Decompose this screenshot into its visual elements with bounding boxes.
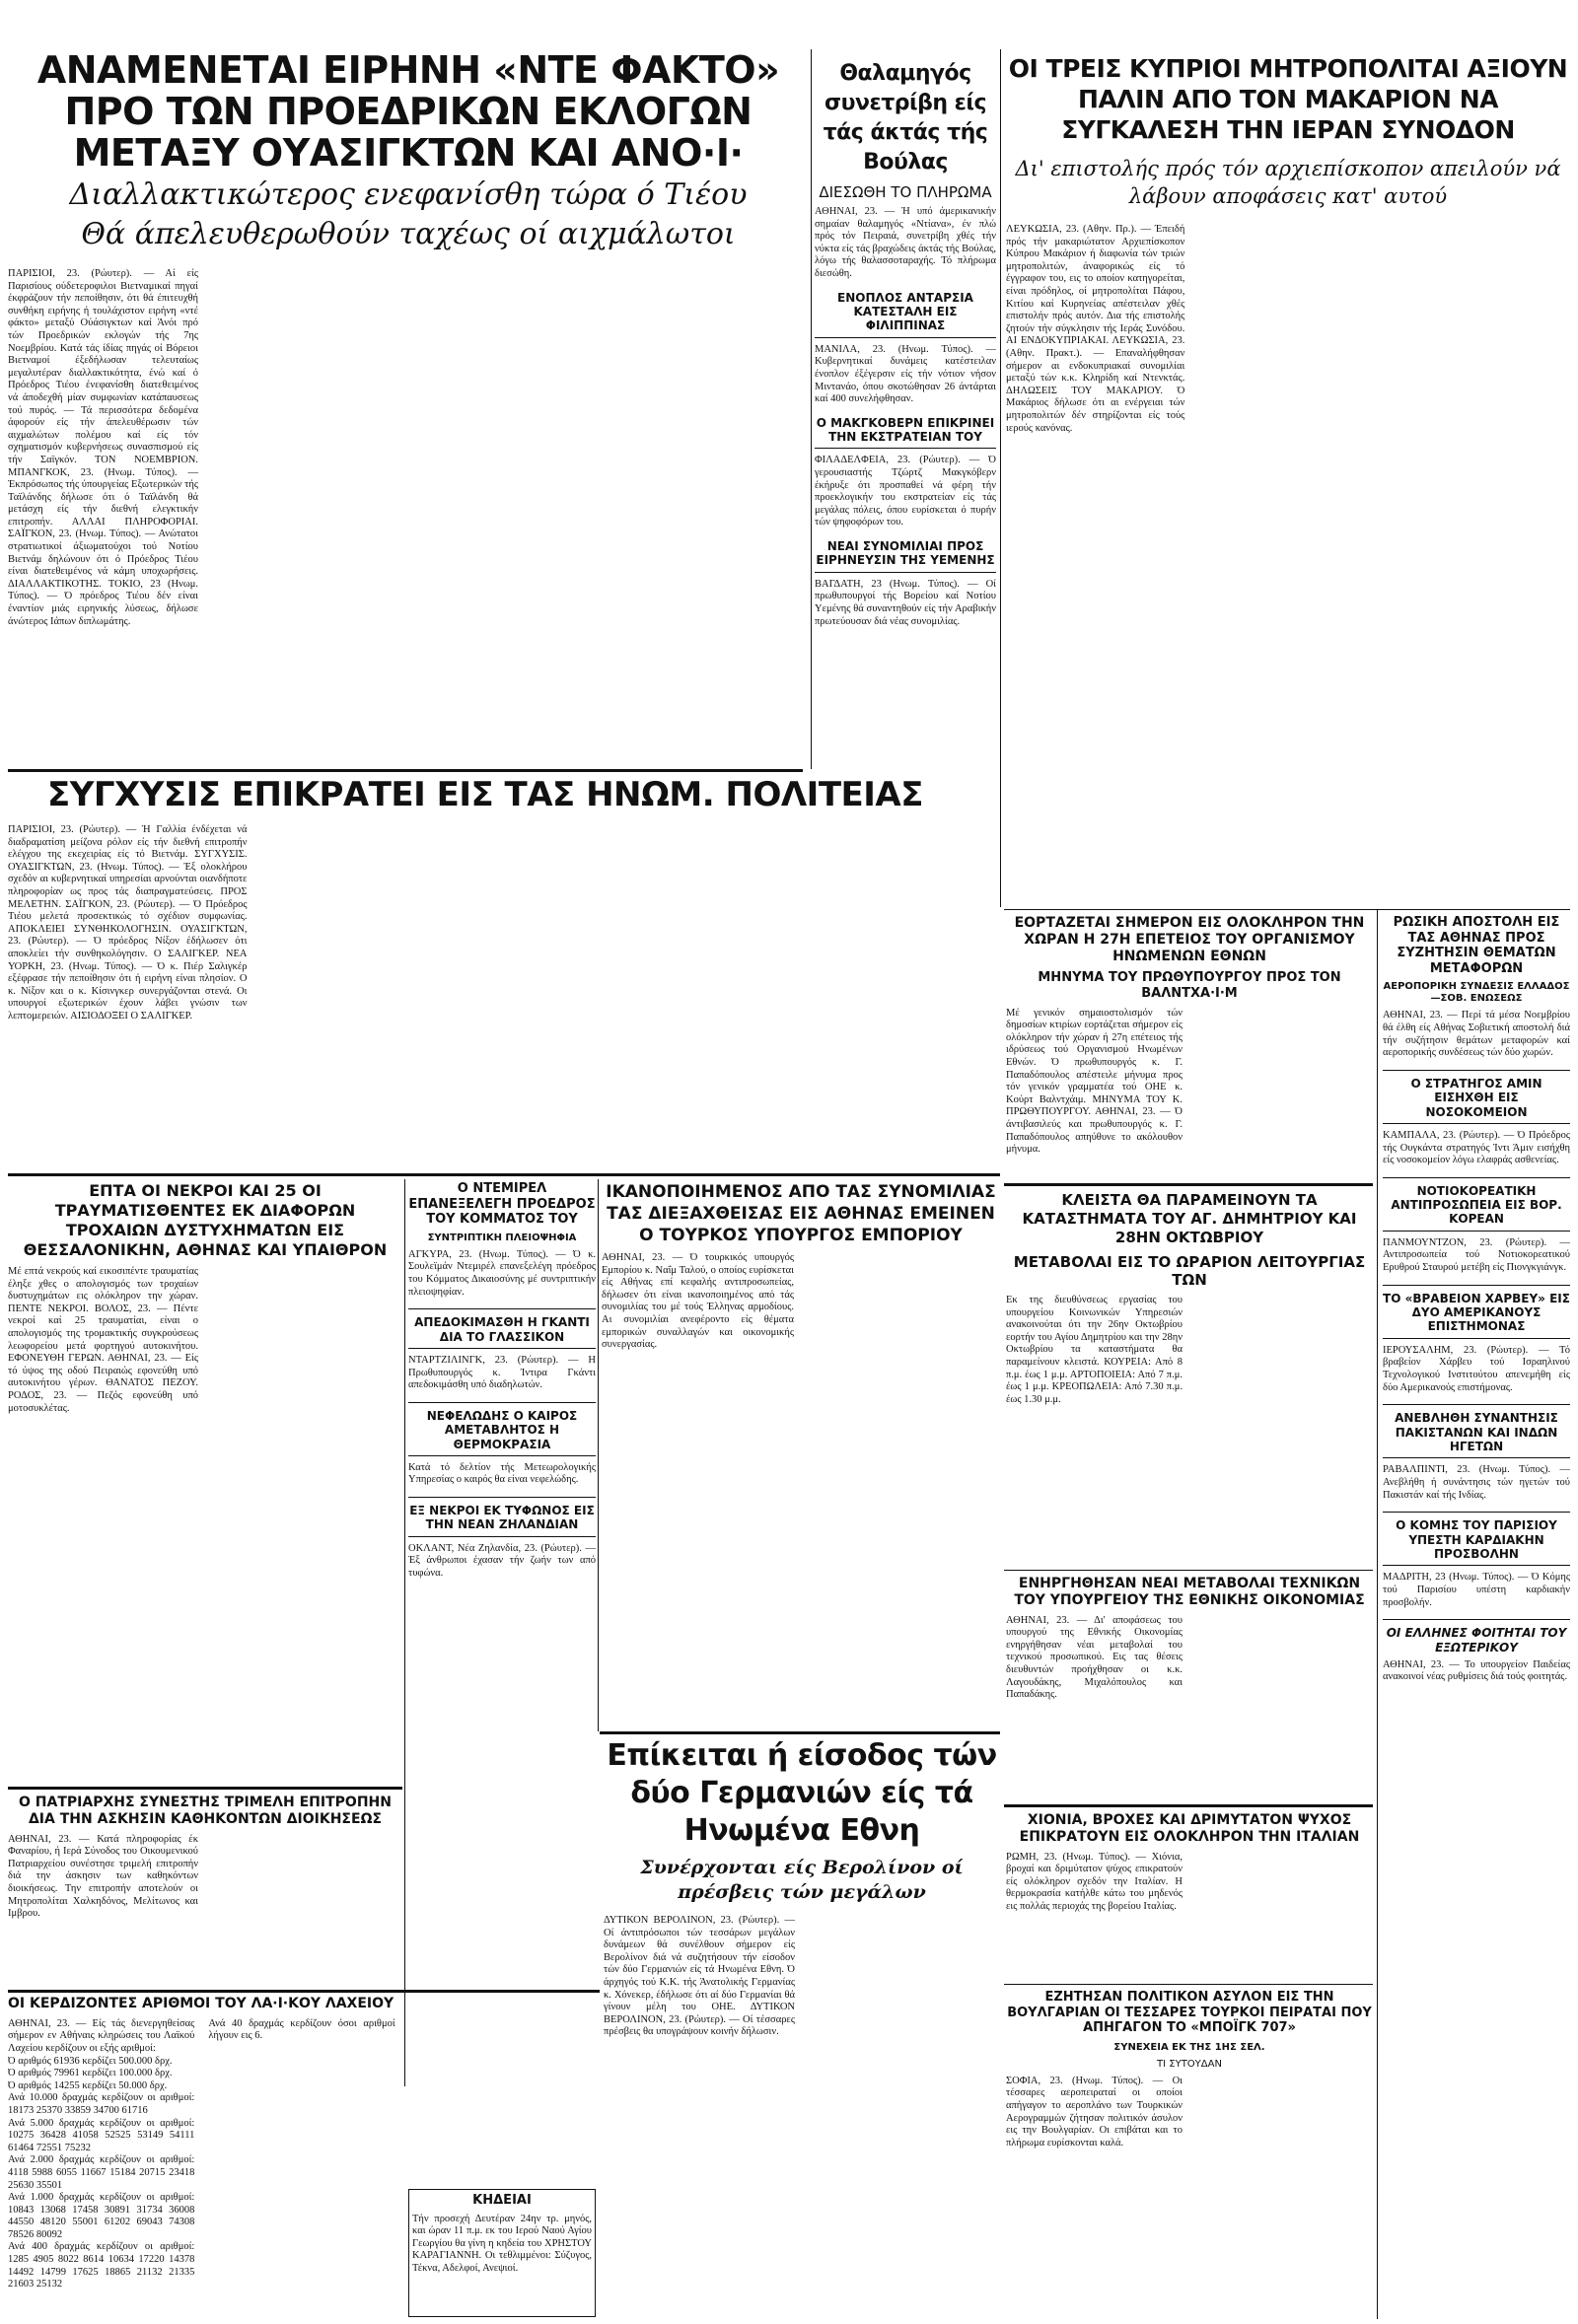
divider: [8, 1173, 1000, 1176]
confusion-headline: ΣΥΓΧΥΣΙΣ ΕΠΙΚΡΑΤΕΙ ΕΙΣ ΤΑΣ ΗΝΩΜ. ΠΟΛΙΤΕΙΑΣ: [47, 775, 923, 814]
count-headline: Ο ΚΟΜΗΣ ΤΟΥ ΠΑΡΙΣΙΟΥ ΥΠΕΣΤΗ ΚΑΡΔΙΑΚΗΝ ΠΡΟΣΒΟΛΗΝ: [1383, 1512, 1570, 1566]
pakistan-body: ΡΑΒΑΛΠΙΝΤΙ, 23. (Ηνωμ. Τύπος). — Ανεβλήθη ή συνάντησις τών ηγετών τού Πακιστάν καί τής Ινδίας.: [1383, 1464, 1570, 1501]
accidents-headline: ΕΠΤΑ ΟΙ ΝΕΚΡΟΙ ΚΑΙ 25 ΟΙ ΤΡΑΥΜΑΤΙΣΘΕΝΤΕΣ ΕΚ ΔΙΑΦΟΡΩΝ ΤΡΟΧΑΙΩΝ ΔΥΣΤΥΧΗΜΑΤΩΝ ΕΙΣ ΘΕΣΣΑΛΟΝΙΚΗΝ, ΑΘΗΝΑΣ ΚΑΙ ΥΠΑΙΘΡΟΝ: [23, 1181, 388, 1259]
yacht-body: ΑΘΗΝΑΙ, 23. — Ή υπό άμερικανικήν σημαίαν θαλαμηγός «Ντίανα», έν πλώ πρός τόν Πειραιά, συνετρίβη χθές τήν νύκτα είς τάς βραχώδεις άκτάς τής Βούλας, λόγω τής θαλασσοταραχής. Τό πλήρωμα διεσώθη.: [815, 206, 996, 279]
divider: [404, 1179, 405, 2086]
yemen-headline: ΝΕΑΙ ΣΥΝΟΜΙΛΙΑΙ ΠΡΟΣ ΕΙΡΗΝΕΥΣΙΝ ΤΗΣ ΥΕΜΕΝΗΣ: [815, 539, 996, 573]
typhoon-headline: ΕΞ ΝΕΚΡΟΙ ΕΚ ΤΥΦΩΝΟΣ ΕΙΣ ΤΗΝ ΝΕΑΝ ΖΗΛΑΝΔΙΑΝ: [408, 1497, 596, 1537]
students-body: ΑΘΗΝΑΙ, 23. — Το υπουργείον Παιδείας ανακοινοί νέας ρυθμίσεις διά τούς φοιτητάς.: [1383, 1658, 1570, 1683]
bulgaria-headline: ΕΖΗΤΗΣΑΝ ΠΟΛΙΤΙΚΟΝ ΑΣΥΛΟΝ ΕΙΣ ΤΗΝ ΒΟΥΛΓΑΡΙΑΝ ΟΙ ΤΕΣΣΑΡΕΣ ΤΟΥΡΚΟΙ ΠΕΙΡΑΤΑΙ ΠΟΥ ΑΠΗΓΑΓΟΝ ΤΟ «ΜΠΟΪΓΚ 707»: [1007, 1990, 1372, 2036]
lottery-row: Ανά 10.000 δραχμάς κερδίζουν οι αριθμοί: 18173 25370 33859 34700 61716: [8, 2092, 195, 2116]
lottery-row: Ό αριθμός 14255 κερδίζει 50.000 δρχ.: [8, 2079, 168, 2091]
cyprus-sub: Δι' επιστολής πρός τόν αρχιεπίσκοπον απειλούν νά λάβουν αποφάσεις κατ' αυτού: [1015, 157, 1561, 208]
typhoon-body: ΟΚΛΑΝΤ, Νέα Ζηλανδία, 23. (Ρώυτερ). — Έξ άνθρωποι έχασαν τήν ζωήν των από τυφώνα.: [408, 1542, 596, 1580]
lead-sub1: Διαλλακτικώτερος ενεφανίσθη τώρα ό Τιέου: [69, 177, 748, 212]
shops-sub: ΜΕΤΑΒΟΛΑΙ ΕΙΣ ΤΟ ΩΡΑΡΙΟΝ ΛΕΙΤΟΥΡΓΙΑΣ ΤΩΝ: [1013, 1253, 1366, 1289]
un-article: [1006, 915, 1373, 1183]
funeral-body: Τήν προσεχή Δευτέραν 24ην τρ. μηνός, και ώραν 11 π.μ. εκ του Ιερού Ναού Αγίου Γεωργίου θα γίνη η κηδεία του ΧΡΗΣΤΟΥ ΚΑΡΑΓΙΑΝΝΗ. Οι τεθλιμμένοι: Σύζυγος, Τέκνα, Αδελφοί, Ανεψιοί.: [412, 2213, 592, 2274]
divider: [811, 49, 812, 769]
weather-body: Κατά τό δελτίον τής Μετεωρολογικής Υπηρεσίας ο καιρός θα είναι νεφελώδης.: [408, 1461, 596, 1486]
cyprus-body: ΛΕΥΚΩΣΙΑ, 23. (Αθην. Πρ.). — Έπειδή πρός τήν μακαριώτατον Αρχιεπίσκοπον Κύπρου Μακάριον ή διαφωνία τών τριών μητροπολιτών, άναφορικώς είς τό έγγραφον του, εις το οποίον κατηγορείται, είναι πρόδηλος, οί μητροπολίται Πάφου, Κιτίου καί Κυρηνείας απέστειλαν χθές επιστολήν πρός αυτόν. Δια τής επιστολής ζητούν τήν σύγκλησιν τής Ιεράς Συνόδου. ΑΙ ΕΝΔΟΚΥΠΡΙΑΚΑΙ. ΛΕΥΚΩΣΙΑ, 23. (Αθην. Πρακτ.). — Επαναλήφθησαν σήμερον αι ενδοκυπριακαί συνομιλίαι μεταξύ τών κ.κ. Κληρίδη καί Ντενκτάς. ΔΗΛΩΣΕΙΣ ΤΟΥ ΜΑΚΑΡΙΟΥ. Ό Μακάριος δήλωσε ότι αι ενέργειαι τών μητροπολιτών δέν στηρίζονται είς τούς ιερούς κανόνας.: [1006, 224, 1185, 434]
divider: [1004, 909, 1570, 910]
confusion-article: [8, 775, 1000, 1171]
ministry-body: ΑΘΗΝΑΙ, 23. — Δι' αποφάσεως του υπουργού της Εθνικής Οικονομίας ενηργήθησαν νέαι μεταβολαί του τεχνικού προσωπικού. Εις τας θέσεις διευθυντών προήχθησαν οι κ.κ. Λαγουδάκης, Μιχαλόπουλος και Παπαδάκης.: [1006, 1614, 1183, 1701]
divider: [1004, 1804, 1373, 1807]
lottery-row: Ό αριθμός 79961 κερδίζει 100.000 δρχ.: [8, 2068, 173, 2079]
accidents-body: Μέ επτά νεκρούς καί εικοσιπέντε τραυματίας έληξε χθες ο απολογισμός των τροχαίων δυστυχημάτων εις ολόκληρον την χώραν. ΠΕΝΤΕ ΝΕΚΡΟΙ. ΒΟΛΟΣ, 23. — Πέντε νεκροί καί 25 τραυματίαι, είναι ο απολογισμός της τρομακτικής συγκρούσεως λεωφορείου μετά φορτηγού αυτοκινήτου. ΕΦΟΝΕΥΘΗ ΓΕΡΩΝ. ΑΘΗΝΑΙ, 23. — Είς τό ύψος της οδού Πειραιώς εφονεύθη υπό αυτοκινήτου γέρων. ΘΑΝΑΤΟΣ ΠΕΖΟΥ. ΡΟΔΟΣ, 23. — Πεζός εφονεύθη υπό μοτοσυκλέτας.: [8, 1266, 198, 1414]
divider: [1000, 49, 1001, 907]
amin-body: ΚΑΜΠΑΛΑ, 23. (Ρώυτερ). — Ό Πρόεδρος τής Ουγκάντα στρατηγός Ίντι Άμιν εισήχθη είς νοσοκομείον λόγω ελαφράς ασθενείας.: [1383, 1129, 1570, 1166]
funeral-heading: ΚΗΔΕΙΑΙ: [472, 2193, 532, 2208]
lottery-row: Ανά 5.000 δραχμάς κερδίζουν οι αριθμοί: 10275 36428 41058 52525 53149 54111 61464 72551 75232: [8, 2117, 195, 2153]
un-body: Μέ γενικόν σημαιοστολισμόν τών δημοσίων κτιρίων εορτάζεται σήμερον είς ολόκληρον τήν χώραν ή 27η επέτειος τής ιδρύσεως τού Οργανισμού Ηνωμένων Εθνών. Ό πρωθυπουργός κ. Γ. Παπαδόπουλος απέστειλε μήνυμα προς τόν γενικόν γραμματέα τού ΟΗΕ κ. Κούρτ Βαλντχάιμ. ΜΗΝΥΜΑ ΤΟΥ Κ. ΠΡΩΘΥΠΟΥΡΓΟΥ. ΑΘΗΝΑΙ, 23. — Ό άντιβασιλεύς και πρωθυπουργός κ. Γ. Παπαδόπουλος απηύθυνε το ακόλουθον μήνυμα.: [1006, 1007, 1183, 1156]
demirel-headline: Ο ΝΤΕΜΙΡΕΛ ΕΠΑΝΕΞΕΛΕΓΗ ΠΡΟΕΔΡΟΣ ΤΟΥ ΚΟΜΜΑΤΟΣ ΤΟΥ: [408, 1181, 596, 1228]
rebellion-body: ΜΑΝΙΛΑ, 23. (Ηνωμ. Τύπος). — Κυβερνητικαί δυνάμεις κατέστειλαν ένοπλον έξέγερσιν είς τήν νότιον νήσον Μιντανάο, όπου σκοτώθησαν 26 άντάρται καί 400 συνελήφθησαν.: [815, 343, 996, 405]
divider: [8, 769, 803, 772]
ministry-article: [1006, 1576, 1373, 1802]
lottery-row: Ανά 400 δραχμάς κερδίζουν οι αριθμοί: 1285 4905 8022 8614 10634 17220 14378 14492 14799 17625 18865 21132 21335 21603 25132: [8, 2241, 195, 2290]
patriarch-article: [8, 1795, 402, 1988]
shops-body: Εκ της διευθύνσεως εργασίας του υπουργείου Κοινωνικών Υπηρεσιών ανακοινούται ότι την 26ην Οκτωβρίου εορτήν του Αγίου Δημητρίου και την 28ην Οκτωβρίου τα καταστήματα θα παραμείνουν κλειστά. ΚΟΥΡΕΙΑ: Από 8 π.μ. έως 1 μ.μ. ΑΡΤΟΠΟΙΕΙΑ: Από 7 π.μ. έως 1 μ.μ. ΚΡΕΟΠΩΛΕΙΑ: Από 7.30 π.μ. έως 1.30 μ.μ.: [1006, 1295, 1183, 1405]
korea-headline: ΝΟΤΙΟΚΟΡΕΑΤΙΚΗ ΑΝΤΙΠΡΟΣΩΠΕΙΑ ΕΙΣ ΒΟΡ. ΚΟΡΕΑΝ: [1383, 1177, 1570, 1232]
divider: [8, 1990, 600, 1993]
lottery-row: Ανά 2.000 δραχμάς κερδίζουν οι αριθμοί: 4118 5988 6055 11667 15184 20715 23418 25630 35501: [8, 2154, 195, 2191]
bulgaria-sub: ΤΙ ΣΥΤΟΥΔΑΝ: [1157, 2058, 1222, 2070]
lottery-row: Ανά 40 δραχμάς κερδίζουν όσοι αριθμοί λήγουν εις 6.: [208, 2017, 395, 2042]
divider: [1004, 1570, 1373, 1571]
funeral-notice: [408, 2189, 596, 2317]
turkish-headline: ΙΚΑΝΟΠΟΙΗΜΕΝΟΣ ΑΠΟ ΤΑΣ ΣΥΝΟΜΙΛΙΑΣ ΤΑΣ ΔΙΕΞΑΧΘΕΙΣΑΣ ΕΙΣ ΑΘΗΝΑΣ ΕΜΕΙΝΕΝ Ο ΤΟΥΡΚΟΣ ΥΠΟΥΡΓΟΣ ΕΜΠΟΡΙΟΥ: [606, 1182, 996, 1245]
lead-body: ΠΑΡΙΣΙΟΙ, 23. (Ρώυτερ). — Αί είς Παρισίους ούδετεροφιλοι Βιετναμικαί πηγαί έκφράζουν τήν πεποίθησιν, ότι θά έπιτευχθή συνθήκη ειρήνης ή τουλάχιστον ειρήνη «ντέ φάκτο» μεταξύ Ούάσιγκτων καί Άνόι πρό τών Προεδρικών εκλογών τής 7ης Νοεμβρίου. Κατά τάς ίδίας πηγάς οί Βόρειοι Βιετναμοί έξεδήλωσαν τελευταίως μεγαλυτέραν διαλλακτικότητα, ένώ καί ό Πρόεδρος Τιέου ένεφανίσθη διατεθειμένος νά άποδεχθή μίαν συμφωνίαν κατάπαυσεως τού πυρός. — Τά περισσότερα δεδομένα άφορούν είς τήν άπελευθέρωσιν τών αιχμαλώτων πολέμου καί είς τόν σχηματισμόν κυβερνήσεως συνασπισμού είς τήν Σαϊγκόν. ΤΟΝ ΝΟΕΜΒΡΙΟΝ. ΜΠΑΝΓΚΟΚ, 23. (Ηνωμ. Τύπος). — Έκπρόσωπος τής ύπουργείας Εξωτερικών τής Ταϊλάνδης δήλωσε ότι ό Ταϊλάνδη θά μετάσχη είς τήν διεθνή ελεγκτικήν επιτροπήν. ΑΛΛΑΙ ΠΛΗΡΟΦΟΡΙΑΙ. ΣΑΪΓΚΟΝ, 23. (Ηνωμ. Τύπος). — Ανώτατοι στρατιωτικοί άξιωματούχοι τού Νοτίου Βιετνάμ δηλώνουν ότι ό Πρόεδρος Τιέου είναι διατεθειμένος νά κάμη υποχωρήσεις. ΔΙΑΛΛΑΚΤΙΚΟΤΗΣ. ΤΟΚΙΟ, 23 (Ηνωμ. Τύπος). — Ό πρόεδρος Τιέου δέν είναι έναντίον μιάς ειρηνικής λύσεως, δήλωσε άνώτερος Ιάπων διπλωμάτης.: [8, 268, 198, 627]
bulgaria-article: [1006, 1990, 1373, 2319]
italy-body: ΡΩΜΗ, 23. (Ηνωμ. Τύπος). — Χιόνια, βροχαί και δριμύτατον ψύχος επικρατούν είς ολόκληρον σχεδόν την Ιταλίαν. Η θερμοκρασία κατήλθε κάτω του μηδενός εις πολλάς περιοχάς της βορείου Ιταλίας.: [1006, 1851, 1183, 1912]
russian-body: ΑΘΗΝΑΙ, 23. — Περί τά μέσα Νοεμβρίου θά έλθη είς Αθήνας Σοβιετική αποστολή διά τήν συζήτησιν θεμάτων μεταφορών καί αεροπορικής συνδέσεως τών δύο χωρών.: [1383, 1010, 1570, 1059]
italy-headline: ΧΙΟΝΙΑ, ΒΡΟΧΕΣ ΚΑΙ ΔΡΙΜΥΤΑΤΟΝ ΨΥΧΟΣ ΕΠΙΚΡΑΤΟΥΝ ΕΙΣ ΟΛΟΚΛΗΡΟΝ ΤΗΝ ΙΤΑΛΙΑΝ: [1019, 1812, 1360, 1845]
yacht-sub: ΔΙΕΣΩΘΗ ΤΟ ΠΛΗΡΩΜΑ: [819, 183, 992, 201]
weather-headline: ΝΕΦΕΛΩΔΗΣ Ο ΚΑΙΡΟΣ ΑΜΕΤΑΒΛΗΤΟΣ Η ΘΕΡΜΟΚΡΑΣΙΑ: [408, 1402, 596, 1456]
lead-subheads: [8, 176, 809, 262]
un-sub: ΜΗΝΥΜΑ ΤΟΥ ΠΡΩΘΥΠΟΥΡΓΟΥ ΠΡΟΣ ΤΟΝ ΒΑΛΝΤΧΑ·Ι·Μ: [1038, 970, 1341, 1001]
harvey-headline: ΤΟ «ΒΡΑΒΕΙΟΝ ΧΑΡΒΕΥ» ΕΙΣ ΔΥΟ ΑΜΕΡΙΚΑΝΟΥΣ ΕΠΙΣΤΗΜΟΝΑΣ: [1383, 1285, 1570, 1339]
shops-headline: ΚΛΕΙΣΤΑ ΘΑ ΠΑΡΑΜΕΙΝΟΥΝ ΤΑ ΚΑΤΑΣΤΗΜΑΤΑ ΤΟΥ ΑΓ. ΔΗΜΗΤΡΙΟΥ ΚΑΙ 28ΗΝ ΟΚΤΩΒΡΙΟΥ: [1022, 1191, 1357, 1246]
lottery-row: Ανά 1.000 δραχμάς κερδίζουν οι αριθμοί: 10843 13068 17458 30891 31734 36008 44550 48120 55001 61202 69043 74308 78526 80092: [8, 2192, 195, 2240]
divider: [1004, 1183, 1373, 1186]
divider: [600, 1731, 1000, 1734]
turkish-article: [602, 1181, 1000, 1729]
pakistan-headline: ΑΝΕΒΛΗΘΗ ΣΥΝΑΝΤΗΣΙΣ ΠΑΚΙΣΤΑΝΩΝ ΚΑΙ ΙΝΔΩΝ ΗΓΕΤΩΝ: [1383, 1404, 1570, 1458]
mcgovern-headline: Ο ΜΑΚΓΚΟΒΕΡΝ ΕΠΙΚΡΙΝΕΙ ΤΗΝ ΕΚΣΤΡΑΤΕΙΑΝ ΤΟΥ: [815, 416, 996, 450]
accidents-article: [8, 1181, 402, 1785]
italy-article: [1006, 1812, 1373, 1980]
lottery-headline: ΟΙ ΚΕΡΔΙΖΟΝΤΕΣ ΑΡΙΘΜΟΙ ΤΟΥ ΛΑ·Ι·ΚΟΥ ΛΑΧΕΙΟΥ: [8, 1996, 394, 2011]
yacht-headline: Θαλαμηγός συνετρίβη είς τάς άκτάς τής Βούλας: [823, 61, 988, 175]
students-headline: ΟΙ ΕΛΛΗΝΕΣ ΦΟΙΤΗΤΑΙ ΤΟΥ ΕΞΩΤΕΡΙΚΟΥ: [1383, 1619, 1570, 1655]
bulgaria-continued: ΣΥΝΕΧΕΙΑ ΕΚ ΤΗΣ 1ΗΣ ΣΕΛ.: [1113, 2041, 1265, 2053]
russian-sub: ΑΕΡΟΠΟΡΙΚΗ ΣΥΝΔΕΣΙΣ ΕΛΛΑΔΟΣ—ΣΟΒ. ΕΝΩΣΕΩΣ: [1383, 981, 1570, 1005]
lottery-intro: ΑΘΗΝΑΙ, 23. — Είς τάς διενεργηθείσας σήμερον εν Αθήναις κληρώσεις του Λαϊκού Λαχείου κερδίζουν οι εξής αριθμοί:: [8, 2017, 195, 2054]
divider: [8, 1787, 402, 1790]
un-headline: ΕΟΡΤΑΖΕΤΑΙ ΣΗΜΕΡΟΝ ΕΙΣ ΟΛΟΚΛΗΡΟΝ ΤΗΝ ΧΩΡΑΝ Η 27Η ΕΠΕΤΕΙΟΣ ΤΟΥ ΟΡΓΑΝΙΣΜΟΥ ΗΝΩΜΕΝΩΝ ΕΘΝΩΝ: [1014, 915, 1365, 964]
mcgovern-body: ΦΙΛΑΔΕΛΦΕΙΑ, 23. (Ρώυτερ). — Ό γερουσιαστής Τζώρτζ Μακγκόβερν έκήρυξε ότι προσπαθεί νά φέρη τήν προεκλογικήν του εκστρατείαν είς τάς μεγάλας πόλεις, όπου ευρίσκεται ό πυρήν τών ψηφοφόρων του.: [815, 455, 996, 528]
gandhi-body: ΝΤΑΡΤΖΙΛΙΝΓΚ, 23. (Ρώυτερ). — Η Πρωθυπουργός κ. Ίντιρα Γκάντι απεδοκιμάσθη υπό διαδηλωτών.: [408, 1354, 596, 1391]
divider: [1004, 1984, 1373, 1985]
turkish-body: ΑΘΗΝΑΙ, 23. — Ό τουρκικός υπουργός Εμπορίου κ. Ναΐμ Ταλού, ο οποίος ευρίσκεται είς Αθήνας επί κεφαλής αντιπροσωπείας, δήλωσεν ότι είναι ικανοποιημένος από τάς συνομιλίας του μέ τούς Έλληνας αρμοδίους. Αι συνομιλίαι ανεφέροντο είς θέματα εμπορικών συναλλαγών και οικονομικής συνεργασίας.: [602, 1252, 794, 1351]
lead-article: [8, 268, 805, 769]
lottery-row: Ό αριθμός 61936 κερδίζει 500.000 δρχ.: [8, 2055, 173, 2067]
russian-headline: ΡΩΣΙΚΗ ΑΠΟΣΤΟΛΗ ΕΙΣ ΤΑΣ ΑΘΗΝΑΣ ΠΡΟΣ ΣΥΖΗΤΗΣΙΝ ΘΕΜΑΤΩΝ ΜΕΤΑΦΟΡΩΝ: [1393, 915, 1560, 976]
bulgaria-body: ΣΟΦΙΑ, 23. (Ηνωμ. Τύπος). — Οι τέσσαρες αεροπειραταί οι οποίοι απήγαγον το αεροπλάνο των Τουρκικών Αερογραμμών ζήτησαν πολιτικόν άσυλον εις την Βουλγαρίαν. Οι επιβάται και το πλήρωμα ευρίσκονται καλά.: [1006, 2075, 1183, 2148]
germans-article: [604, 1737, 1000, 2319]
count-body: ΜΑΔΡΙΤΗ, 23 (Ηνωμ. Τύπος). — Ό Κόμης τού Παρισίου υπέστη καρδιακήν προσβολήν.: [1383, 1572, 1570, 1608]
korea-body: ΠΑΝΜΟΥΝΤΖΟΝ, 23. (Ρώυτερ). — Αντιπροσωπεία τού Νοτιοκορεατικού Ερυθρού Σταυρού μετέβη είς Πιονγκγιάνγκ.: [1383, 1236, 1570, 1274]
patriarch-body: ΑΘΗΝΑΙ, 23. — Κατά πληροφορίας έκ Φαναρίου, ή Ιερά Σύνοδος του Οικουμενικού Πατριαρχείου συνέστησε τριμελή επιτροπήν διά την άσκησιν των καθηκόντων διοικήσεως. Την επιτροπήν αποτελούν οι Μητροπολίται Χαλκηδόνος, Μελίτωνος και Ιμβρου.: [8, 1833, 198, 1920]
cyprus-headline: ΟΙ ΤΡΕΙΣ ΚΥΠΡΙΟΙ ΜΗΤΡΟΠΟΛΙΤΑΙ ΑΞΙΟΥΝ ΠΑΛΙΝ ΑΠΟ ΤΟΝ ΜΑΚΑΡΙΟΝ ΝΑ ΣΥΓΚΑΛΕΣΗ ΤΗΝ ΙΕΡΑΝ ΣΥΝΟΔΟΝ: [1008, 54, 1568, 144]
lead-sub2: Θά άπελευθερωθούν ταχέως οί αιχμάλωτοι: [81, 217, 736, 251]
gandhi-headline: ΑΠΕΔΟΚΙΜΑΣΘΗ Η ΓΚΑΝΤΙ ΔΙΑ ΤΟ ΓΛΑΣΣΙΚΟΝ: [408, 1308, 596, 1349]
harvey-body: ΙΕΡΟΥΣΑΛΗΜ, 23. (Ρώυτερ). — Τό βραβείον Χάρβευ τού Ισραηλινού Τεχνολογικού Ινστιτούτου απενεμήθη είς δύο Αμερικανούς επιστήμονας.: [1383, 1344, 1570, 1393]
germans-body: ΔΥΤΙΚΟΝ ΒΕΡΟΛΙΝΟΝ, 23. (Ρώυτερ). — Οί άντιπρόσωποι τών τεσσάρων μεγάλων δυνάμεων θά συνέλθουν σήμερον είς Βερολίνον διά νά συζητήσουν τήν είσοδον τών δύο Γερμανιών είς τά Ηνωμένα Εθνη. Ό άρχηγός τού Κ.Κ. τής Άνατολικής Γερμανίας κ. Χόνεκερ, έδήλωσε ότι αί δύο Γερμανίαι θά γίνουν μέλη του ΟΗΕ. ΔΥΤΙΚΟΝ ΒΕΡΟΛΙΝΟΝ, 23. (Ρώυτερ). — Οί τέσσαρες πρέσβεις θα υπογράψουν κοινήν δήλωσιν.: [604, 1915, 795, 2038]
yemen-body: ΒΑΓΔΑΤΗ, 23 (Ηνωμ. Τύπος). — Οί πρωθυπουργοί τής Βορείου καί Νοτίου Υεμένης θά συναντηθούν είς τήν Αραβικήν πρωτεύουσαν διά νέας συνομιλίας.: [815, 578, 996, 627]
lead-headline-block: [8, 49, 809, 168]
shops-article: [1006, 1191, 1373, 1566]
ministry-headline: ΕΝΗΡΓΗΘΗΣΑΝ ΝΕΑΙ ΜΕΤΑΒΟΛΑΙ ΤΕΧΝΙΚΩΝ ΤΟΥ ΥΠΟΥΡΓΕΙΟΥ ΤΗΣ ΕΘΝΙΚΗΣ ΟΙΚΟΝΟΜΙΑΣ: [1014, 1576, 1365, 1608]
lead-headline: ΑΝΑΜΕΝΕΤΑΙ ΕΙΡΗΝΗ «ΝΤΕ ΦΑΚΤΟ» ΠΡΟ ΤΩΝ ΠΡΟΕΔΡΙΚΩΝ ΕΚΛΟΓΩΝ ΜΕΤΑΞΥ ΟΥΑΣΙΓΚΤΩΝ ΚΑΙ ΑΝΟ·Ι·: [36, 49, 780, 168]
germans-sub: Συνέρχονται είς Βερολίνον οί πρέσβεις τών μεγάλων: [640, 1857, 964, 1903]
divider: [598, 1179, 599, 1731]
patriarch-headline: Ο ΠΑΤΡΙΑΡΧΗΣ ΣΥΝΕΣΤΗΣ ΤΡΙΜΕΛΗ ΕΠΙΤΡΟΠΗΝ ΔΙΑ ΤΗΝ ΑΣΚΗΣΙΝ ΚΑΘΗΚΟΝΤΩΝ ΔΙΟΙΚΗΣΕΩΣ: [19, 1795, 392, 1827]
demirel-sub: ΣΥΝΤΡΙΠΤΙΚΗ ΠΛΕΙΟΨΗΦΙΑ: [427, 1232, 577, 1243]
cyprus-article: [1006, 53, 1570, 907]
confusion-body: ΠΑΡΙΣΙΟΙ, 23. (Ρώυτερ). — Ή Γαλλία ένδέχεται νά διαδραματίση μείζονα ρόλον είς τήν διεθνή επιτροπήν ελέγχου της εκεχειρίας είς τό Βιετνάμ. ΣΥΓΧΥΣΙΣ. ΟΥΑΣΙΓΚΤΩΝ, 23. (Ηνωμ. Τύπος). — Έξ ολοκλήρου σχεδόν αι κυβερνητικαί υπηρεσίαι αρνούνται οιανδήποτε πληροφορίαν ως προς τάς διαπραγματεύσεις. ΠΡΟΣ ΜΕΛΕΤΗΝ. ΣΑΪΓΚΟΝ, 23. (Ρώυτερ). — Ό Πρόεδρος Τιέου μελετά προσεκτικώς τό σχέδιον συμφωνίας. ΑΠΟΚΛΕΙΕΙ ΣΥΝΘΗΚΟΛΟΓΗΣΙΝ. ΟΥΑΣΙΓΚΤΩΝ, 23. (Ρώυτερ). — Ό πρόεδρος Νίξον έδήλωσεν ότι αποκλείει τήν συνθηκολόγησιν. Ο ΣΑΛΙΓΚΕΡ. ΝΕΑ ΥΟΡΚΗ, 23. (Ηνωμ. Τύπος). — Ό κ. Πιέρ Σαλιγκέρ εξέφρασε τήν πεποίθησιν ότι ή ειρήνη είναι πλησίον. Ο κ. Νίξον και ο κ. Κίσινγκερ συνεργάζονται στενά. Οι υπουργοί εξωτερικών έχουν λάβει γνώσιν των λεπτομερειών. ΑΙΣΙΟΔΟΞΕΙ Ο ΣΑΛΙΓΚΕΡ.: [8, 824, 248, 1021]
right-column: [1383, 915, 1570, 2319]
divider: [1377, 909, 1378, 2319]
amin-headline: Ο ΣΤΡΑΤΗΓΟΣ ΑΜΙΝ ΕΙΣΗΧΘΗ ΕΙΣ ΝΟΣΟΚΟΜΕΙΟΝ: [1383, 1070, 1570, 1124]
germans-headline: Επίκειται ή είσοδος τών δύο Γερμανιών είς τά Ηνωμένα Εθνη: [607, 1738, 997, 1848]
demirel-body: ΑΓΚΥΡΑ, 23. (Ηνωμ. Τύπος). — Ό κ. Σουλεϊμάν Ντεμιρέλ επανεξελέγη πρόεδρος του Κόμματος Δικαιοσύνης μέ συντριπτικήν πλειοψηφίαν.: [408, 1248, 596, 1298]
rebellion-headline: ΕΝΟΠΛΟΣ ΑΝΤΑΡΣΙΑ ΚΑΤΕΣΤΑΛΗ ΕΙΣ ΦΙΛΙΠΠΙΝΑΣ: [815, 291, 996, 338]
